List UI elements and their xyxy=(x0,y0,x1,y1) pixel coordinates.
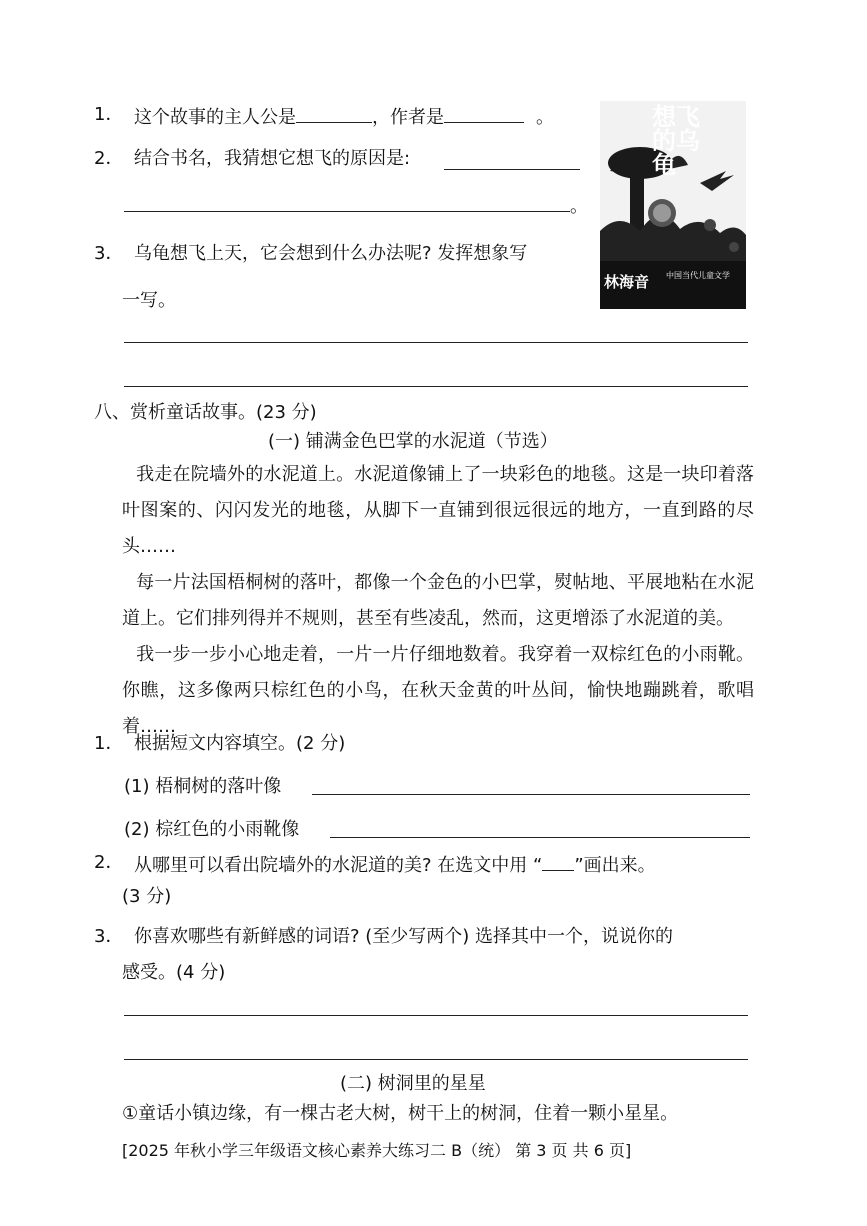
sq2-underline-sample xyxy=(542,852,574,871)
q1-text-before: 这个故事的主人公是 xyxy=(134,107,296,128)
passage-paragraph-1: 我走在院墙外的水泥道上。水泥道像铺上了一块彩色的地毯。这是一块印着落叶图案的、闪闪发光的地毯，从脚下一直铺到很远很远的地方，一直到路的尽头…… xyxy=(122,464,754,557)
q3-line-1: 乌龟想飞上天，它会想到什么办法呢? 发挥想象写 xyxy=(134,243,528,264)
q3-number: 3． xyxy=(94,243,124,264)
book-cover-image xyxy=(600,101,746,309)
sq1-number: 1． xyxy=(94,733,124,754)
q3-line-2: 一写。 xyxy=(122,290,176,311)
q1-number: 1． xyxy=(94,104,124,125)
q2-number: 2． xyxy=(94,148,124,169)
sq2-text-after: ”画出来。 xyxy=(574,855,656,876)
q2-answer-line-1[interactable] xyxy=(444,169,580,170)
passage-paragraph-2: 每一片法国梧桐树的落叶，都像一个金色的小巴掌，熨帖地、平展地粘在水泥道上。它们排列得并不规则，甚至有些凌乱，然而，这更增添了水泥道的美。 xyxy=(122,572,754,629)
sq3-line-2: 感受。(4 分) xyxy=(122,962,226,983)
sq3-number: 3． xyxy=(94,926,124,947)
sq1-b-text: (2) 棕红色的小雨靴像 xyxy=(124,819,300,840)
book-cover-author: 林海音 xyxy=(604,273,650,291)
sq2-number: 2． xyxy=(94,852,124,873)
q1-text-mid: ，作者是 xyxy=(372,107,444,128)
page-footer: [2025 年秋小学三年级语文核心素养大练习二 B（统） 第 3 页 共 6 页] xyxy=(122,1141,632,1160)
section8-heading: 八、赏析童话故事。(23 分) xyxy=(94,402,317,423)
q2-text: 结合书名，我猜想它想飞的原因是: xyxy=(134,148,411,169)
part1-title: (一) 铺满金色巴掌的水泥道（节选） xyxy=(268,431,558,452)
book-cover-badge: 中国当代儿童文学 xyxy=(666,271,730,280)
sq2-line-1 xyxy=(134,852,656,877)
sq2-line-2: (3 分) xyxy=(122,886,172,907)
sq3-line-1: 你喜欢哪些有新鲜感的词语? (至少写两个) 选择其中一个，说说你的 xyxy=(134,926,674,947)
q1-text-after: 。 xyxy=(536,107,554,128)
part2-title: (二) 树洞里的星星 xyxy=(340,1073,486,1094)
sq2-text-before: 从哪里可以看出院墙外的水泥道的美? 在选文中用 “ xyxy=(134,855,543,876)
sq1-b-answer-line[interactable] xyxy=(330,837,750,838)
q1-protagonist-blank[interactable] xyxy=(296,104,372,123)
q1-line xyxy=(134,104,554,129)
q3-answer-line-1[interactable] xyxy=(124,342,748,343)
part2-first-line: ①童话小镇边缘，有一棵古老大树，树干上的树洞，住着一颗小星星。 xyxy=(122,1103,679,1124)
sq3-answer-line-2[interactable] xyxy=(124,1059,748,1060)
q2-end-mark: 。 xyxy=(570,196,588,217)
sq3-answer-line-1[interactable] xyxy=(124,1015,748,1016)
book-cover-title: 想飞的乌龟 xyxy=(652,103,700,179)
sq1-a-answer-line[interactable] xyxy=(312,794,750,795)
sq1-text: 根据短文内容填空。(2 分) xyxy=(134,733,346,754)
sq1-a-text: (1) 梧桐树的落叶像 xyxy=(124,776,282,797)
q1-author-blank[interactable] xyxy=(444,104,524,123)
q2-answer-line-2[interactable] xyxy=(124,211,570,212)
q3-answer-line-2[interactable] xyxy=(124,386,748,387)
passage-paragraph-3: 我一步一步小心地走着，一片一片仔细地数着。我穿着一双棕红色的小雨靴。你瞧，这多像两只棕红色的小鸟，在秋天金黄的叶丛间，愉快地蹦跳着，歌唱着…… xyxy=(122,644,754,737)
